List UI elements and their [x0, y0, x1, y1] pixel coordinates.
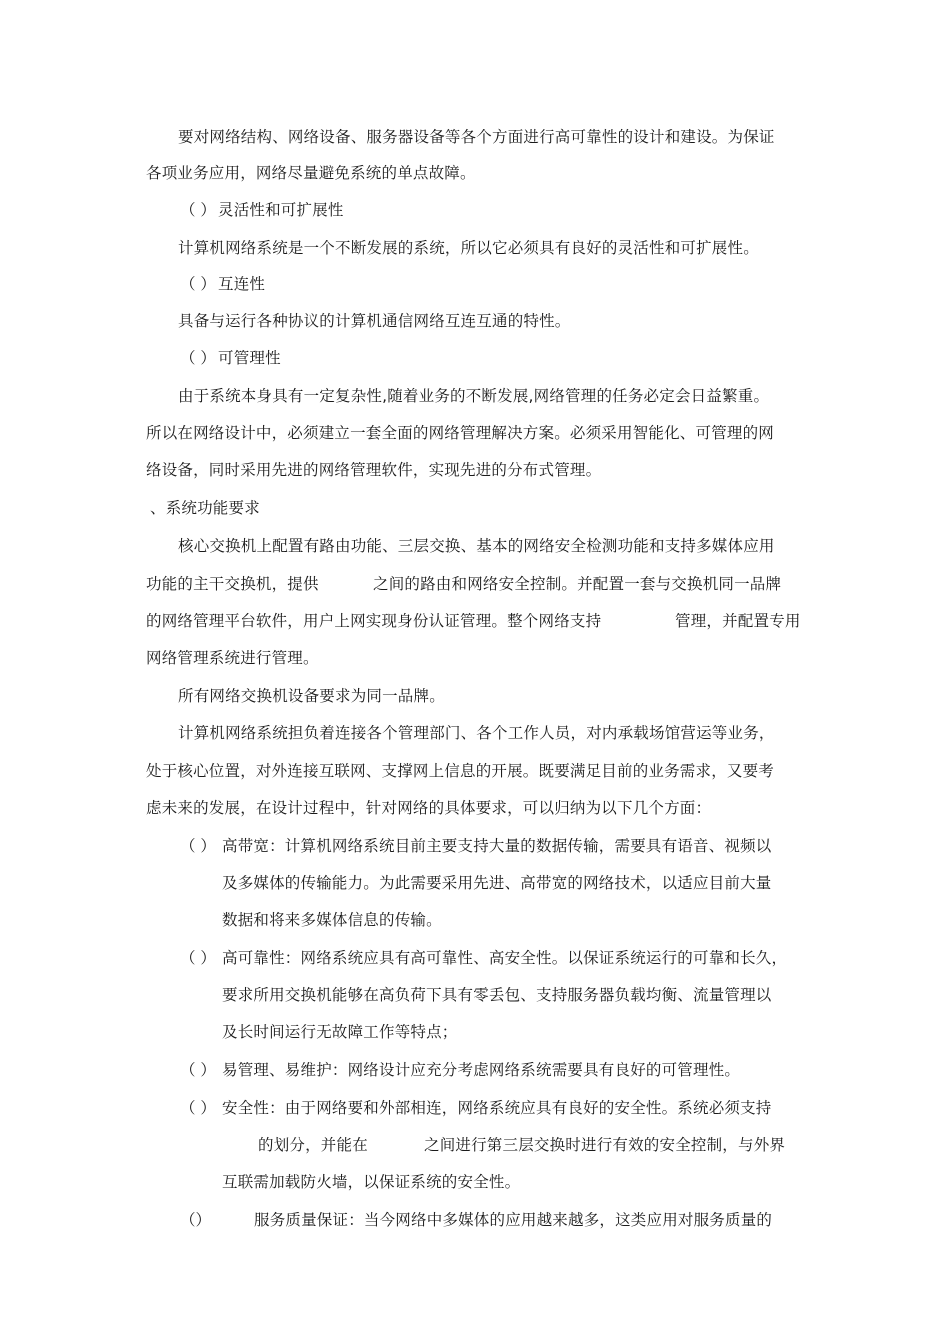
paragraph-core-line-4: 网络管理系统进行管理。 — [146, 649, 319, 667]
item-marker: （ ） — [180, 201, 216, 219]
list-item-3-line-1: 易管理、易维护：网络设计应充分考虑网络系统需要具有良好的可管理性。 — [222, 1061, 741, 1079]
list-item-1-line-1: 高带宽：计算机网络系统目前主要支持大量的数据传输，需要具有语音、视频以 — [222, 837, 772, 855]
item-title-flexibility: 灵活性和可扩展性 — [218, 201, 344, 219]
list-item-4-line-1: 安全性：由于网络要和外部相连，网络系统应具有良好的安全性。系统必须支持 — [222, 1099, 772, 1117]
list-item-1-line-3: 数据和将来多媒体信息的传输。 — [222, 911, 442, 929]
item-body-manageability-line-2: 所以在网络设计中，必须建立一套全面的网络管理解决方案。必须采用智能化、可管理的网 — [146, 424, 775, 442]
list-item-4-line-3: 互联需加载防火墙，以保证系统的安全性。 — [222, 1173, 521, 1191]
paragraph-core-line-1: 核心交换机上配置有路由功能、三层交换、基本的网络安全检测功能和支持多媒体应用 — [178, 537, 775, 555]
list-item-marker: （） — [180, 1211, 212, 1229]
list-item-marker: （ ） — [180, 1061, 216, 1079]
paragraph-1-line-1: 要对网络结构、网络设备、服务器设备等各个方面进行高可靠性的设计和建设。为保证 — [178, 128, 775, 146]
list-item-2-line-2: 要求所用交换机能够在高负荷下具有零丢包、支持服务器负载均衡、流量管理以 — [222, 986, 772, 1004]
paragraph-1-line-2: 各项业务应用，网络尽量避免系统的单点故障。 — [146, 164, 476, 182]
paragraph-system-line-1: 计算机网络系统担负着连接各个管理部门、各个工作人员，对内承载场馆营运等业务， — [178, 724, 775, 742]
paragraph-core-line-2b: 之间的路由和网络安全控制。并配置一套与交换机同一品牌 — [373, 575, 782, 593]
item-title-manageability: 可管理性 — [218, 349, 281, 367]
paragraph-core-line-3b: 管理，并配置专用 — [675, 612, 801, 630]
list-item-marker: （ ） — [180, 949, 216, 967]
list-item-4-line-2b: 之间进行第三层交换时进行有效的安全控制，与外界 — [424, 1136, 786, 1154]
list-item-2-line-1: 高可靠性：网络系统应具有高可靠性、高安全性。以保证系统运行的可靠和长久， — [222, 949, 788, 967]
paragraph-core-line-3a: 的网络管理平台软件，用户上网实现身份认证管理。整个网络支持 — [146, 612, 602, 630]
item-title-interconnect: 互连性 — [218, 275, 266, 293]
list-item-4-line-2a: 的划分，并能在 — [258, 1136, 368, 1154]
list-item-1-line-2: 及多媒体的传输能力。为此需要采用先进、高带宽的网络技术，以适应目前大量 — [222, 874, 772, 892]
paragraph-system-line-3: 虑未来的发展，在设计过程中，针对网络的具体要求，可以归纳为以下几个方面： — [146, 799, 712, 817]
paragraph-system-line-2: 处于核心位置，对外连接互联网、支撑网上信息的开展。既要满足目前的业务需求，又要考 — [146, 762, 775, 780]
item-body-flexibility: 计算机网络系统是一个不断发展的系统，所以它必须具有良好的灵活性和可扩展性。 — [178, 239, 759, 257]
paragraph-brand: 所有网络交换机设备要求为同一品牌。 — [178, 687, 445, 705]
list-item-2-line-3: 及长时间运行无故障工作等特点； — [222, 1023, 458, 1041]
list-item-marker: （ ） — [180, 837, 216, 855]
item-marker: （ ） — [180, 349, 216, 367]
item-body-manageability-line-3: 络设备，同时采用先进的网络管理软件，实现先进的分布式管理。 — [146, 461, 602, 479]
item-body-interconnect: 具备与运行各种协议的计算机通信网络互连互通的特性。 — [178, 312, 571, 330]
list-item-5-line-1: 服务质量保证：当今网络中多媒体的应用越来越多，这类应用对服务质量的 — [254, 1211, 773, 1229]
paragraph-core-line-2a: 功能的主干交换机，提供 — [146, 575, 319, 593]
section-heading: 、系统功能要求 — [150, 499, 260, 517]
item-body-manageability-line-1: 由于系统本身具有一定复杂性,随着业务的不断发展,网络管理的任务必定会日益繁重。 — [178, 387, 770, 405]
list-item-marker: （ ） — [180, 1099, 216, 1117]
item-marker: （ ） — [180, 275, 216, 293]
